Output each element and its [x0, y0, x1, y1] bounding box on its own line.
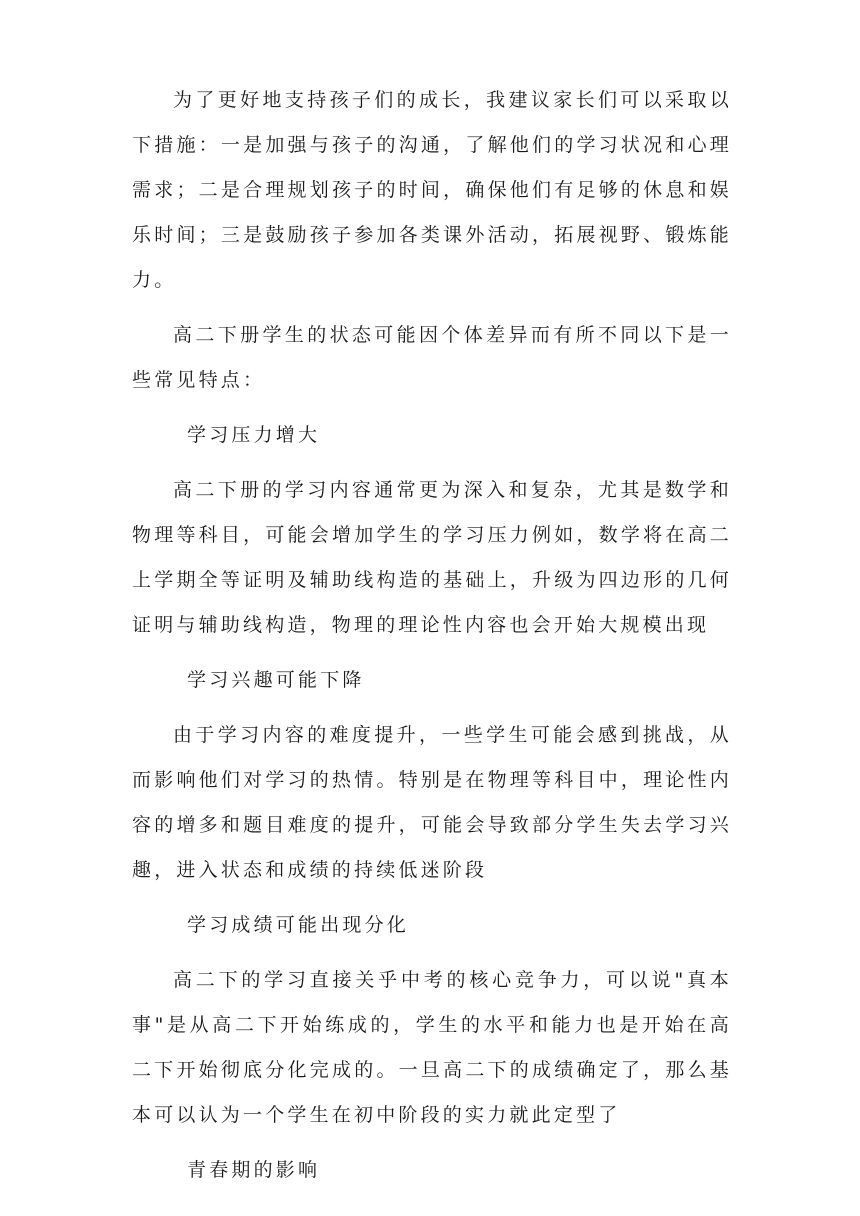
heading-grade-divergence: 学习成绩可能出现分化: [187, 914, 410, 936]
heading-puberty-influence: 青春期的影响: [187, 1159, 321, 1181]
heading-study-pressure: 学习压力增大: [187, 424, 321, 446]
paragraph-study-pressure: 高二下册的学习内容通常更为深入和复杂，尤其是数学和物理等科目，可能会增加学生的学习压力例如，数学将在高二上学期全等证明及辅助线构造的基础上，升级为四边形的几何证明与辅助线构造，物理的理论性内容也会开始大规模出现: [132, 479, 732, 636]
paragraph-parent-measures: 为了更好地支持孩子们的成长，我建议家长们可以采取以下措施：一是加强与孩子的沟通，了解他们的学习状况和心理需求；二是合理规划孩子的时间，确保他们有足够的休息和娱乐时间；三是鼓励孩子参加各类课外活动，拓展视野、锻炼能力。: [132, 89, 732, 291]
paragraph-gap: [132, 403, 732, 413]
paragraph-gap: [132, 1138, 732, 1148]
heading-interest-decline: 学习兴趣可能下降: [187, 669, 365, 691]
paragraph-grade-divergence: 高二下的学习直接关乎中考的核心竞争力，可以说"真本事"是从高二下开始练成的，学生的水平和能力也是开始在高二下开始彻底分化完成的。一旦高二下的成绩确定了，那么基本可以认为一个学生在初中阶段的实力就此定型了: [132, 969, 732, 1126]
paragraph-intro-characteristics: 高二下册学生的状态可能因个体差异而有所不同以下是一些常见特点：: [132, 324, 732, 391]
paragraph-gap: [132, 948, 732, 958]
paragraph-gap: [132, 703, 732, 713]
paragraph-gap: [132, 648, 732, 658]
paragraph-gap: [132, 303, 732, 313]
paragraph-gap: [132, 893, 732, 903]
paragraph-interest-decline: 由于学习内容的难度提升，一些学生可能会感到挑战，从而影响他们对学习的热情。特别是在物理等科目中，理论性内容的增多和题目难度的提升，可能会导致部分学生失去学习兴趣，进入状态和成绩的持续低迷阶段: [132, 724, 732, 881]
paragraph-gap: [132, 458, 732, 468]
document-body: [132, 78, 732, 1193]
